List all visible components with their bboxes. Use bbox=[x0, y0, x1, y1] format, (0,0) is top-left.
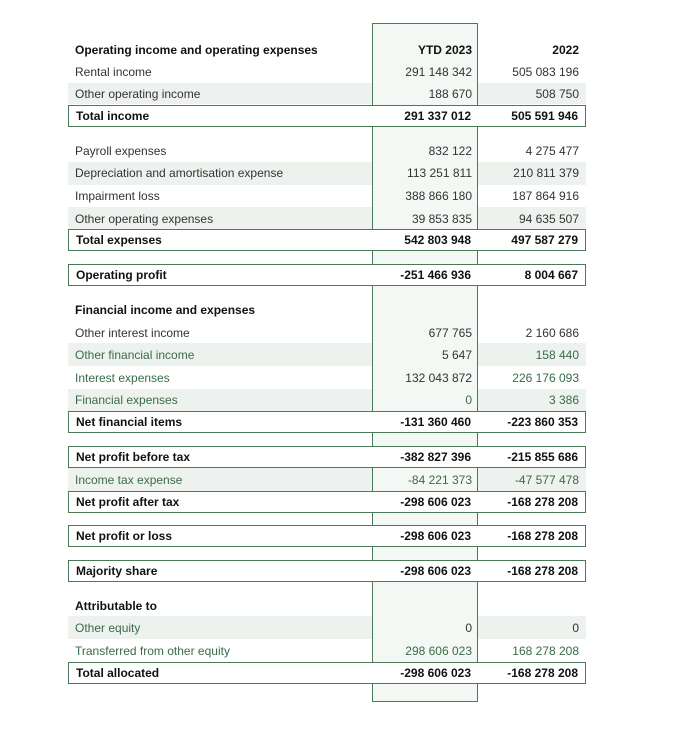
total-row bbox=[68, 264, 586, 286]
table-row bbox=[68, 367, 586, 389]
row-value-ytd: -382 827 396 bbox=[400, 450, 471, 464]
row-label: Transferred from other equity bbox=[75, 644, 230, 658]
row-value-2022: 187 864 916 bbox=[512, 189, 579, 203]
row-label: Income tax expense bbox=[75, 473, 183, 487]
total-row bbox=[68, 446, 586, 468]
row-label: Impairment loss bbox=[75, 189, 160, 203]
row-value-2022: -168 278 208 bbox=[507, 529, 578, 543]
table-row bbox=[68, 389, 586, 411]
table-row bbox=[68, 617, 586, 639]
row-value-ytd: -251 466 936 bbox=[400, 268, 471, 282]
row-label: Payroll expenses bbox=[75, 144, 167, 158]
table-row bbox=[68, 61, 586, 83]
total-row bbox=[68, 662, 586, 684]
row-label: Other operating income bbox=[75, 87, 201, 101]
row-value-ytd: -298 606 023 bbox=[400, 666, 471, 680]
row-value-ytd: 291 148 342 bbox=[405, 65, 472, 79]
table-row bbox=[68, 322, 586, 344]
total-row bbox=[68, 560, 586, 582]
section-header bbox=[68, 299, 586, 321]
table-header bbox=[68, 39, 586, 61]
row-label: Net profit before tax bbox=[76, 450, 191, 464]
row-label: Total allocated bbox=[76, 666, 160, 680]
row-label: Interest expenses bbox=[75, 371, 170, 385]
total-row bbox=[68, 525, 586, 547]
row-value-2022: 497 587 279 bbox=[511, 233, 578, 247]
row-value-2022: 505 083 196 bbox=[512, 65, 579, 79]
row-label: Other equity bbox=[75, 621, 141, 635]
row-value-2022: 3 386 bbox=[548, 393, 579, 407]
row-label: Depreciation and amortisation expense bbox=[75, 166, 284, 180]
row-value-ytd: 5 647 bbox=[441, 348, 472, 362]
section-header bbox=[68, 595, 586, 617]
row-value-2022: 4 275 477 bbox=[525, 144, 579, 158]
table-row bbox=[68, 140, 586, 162]
row-value-ytd: 113 251 811 bbox=[407, 166, 472, 180]
row-value-2022: 2 160 686 bbox=[525, 326, 579, 340]
row-value-2022: 226 176 093 bbox=[512, 371, 579, 385]
table-row bbox=[68, 640, 586, 662]
row-label: Other interest income bbox=[75, 326, 190, 340]
row-value-ytd: -298 606 023 bbox=[400, 529, 471, 543]
row-value-2022: 0 bbox=[572, 621, 579, 635]
table-row bbox=[68, 83, 586, 105]
section-title: Operating income and operating expenses bbox=[75, 43, 318, 57]
row-value-2022: -47 577 478 bbox=[514, 473, 579, 487]
row-value-ytd: 132 043 872 bbox=[405, 371, 472, 385]
row-value-ytd: 388 866 180 bbox=[405, 189, 472, 203]
row-value-2022: 210 811 379 bbox=[513, 166, 579, 180]
row-value-ytd: 291 337 012 bbox=[404, 109, 471, 123]
row-value-ytd: 832 122 bbox=[428, 144, 472, 158]
column-header-ytd: YTD 2023 bbox=[417, 43, 472, 57]
section-title: Attributable to bbox=[75, 599, 157, 613]
row-value-2022: -223 860 353 bbox=[507, 415, 578, 429]
column-header-2022: 2022 bbox=[552, 43, 579, 57]
row-value-2022: 8 004 667 bbox=[524, 268, 578, 282]
row-value-ytd: 677 765 bbox=[428, 326, 472, 340]
row-value-2022: -168 278 208 bbox=[507, 666, 578, 680]
row-value-ytd: -298 606 023 bbox=[400, 495, 471, 509]
row-value-ytd: 0 bbox=[465, 393, 472, 407]
row-label: Operating profit bbox=[76, 268, 167, 282]
row-value-2022: 505 591 946 bbox=[511, 109, 578, 123]
row-label: Financial expenses bbox=[75, 393, 178, 407]
row-value-2022: -215 855 686 bbox=[507, 450, 578, 464]
table-row bbox=[68, 469, 586, 491]
row-value-ytd: 188 670 bbox=[428, 87, 472, 101]
row-value-ytd: -84 221 373 bbox=[407, 473, 472, 487]
row-value-2022: -168 278 208 bbox=[507, 495, 578, 509]
row-value-2022: -168 278 208 bbox=[507, 564, 578, 578]
row-value-ytd: 0 bbox=[465, 621, 472, 635]
section-title: Financial income and expenses bbox=[75, 303, 256, 317]
row-label: Rental income bbox=[75, 65, 152, 79]
row-label: Total expenses bbox=[76, 233, 162, 247]
row-label: Net profit after tax bbox=[76, 495, 180, 509]
table-row bbox=[68, 344, 586, 366]
row-value-ytd: -298 606 023 bbox=[400, 564, 471, 578]
row-label: Net profit or loss bbox=[76, 529, 173, 543]
row-label: Other financial income bbox=[75, 348, 195, 362]
row-value-2022: 168 278 208 bbox=[512, 644, 579, 658]
total-row bbox=[68, 105, 586, 127]
table-row bbox=[68, 185, 586, 207]
total-row bbox=[68, 491, 586, 513]
total-row bbox=[68, 229, 586, 251]
row-value-ytd: -131 360 460 bbox=[400, 415, 471, 429]
row-value-ytd: 39 853 835 bbox=[411, 212, 472, 226]
row-value-ytd: 298 606 023 bbox=[405, 644, 472, 658]
row-value-2022: 508 750 bbox=[535, 87, 579, 101]
row-label: Other operating expenses bbox=[75, 212, 214, 226]
row-value-2022: 94 635 507 bbox=[518, 212, 579, 226]
row-label: Majority share bbox=[76, 564, 158, 578]
row-label: Net financial items bbox=[76, 415, 183, 429]
total-row bbox=[68, 411, 586, 433]
table-row bbox=[68, 162, 586, 184]
table-row bbox=[68, 208, 586, 230]
row-value-ytd: 542 803 948 bbox=[404, 233, 471, 247]
row-label: Total income bbox=[76, 109, 150, 123]
row-value-2022: 158 440 bbox=[535, 348, 579, 362]
